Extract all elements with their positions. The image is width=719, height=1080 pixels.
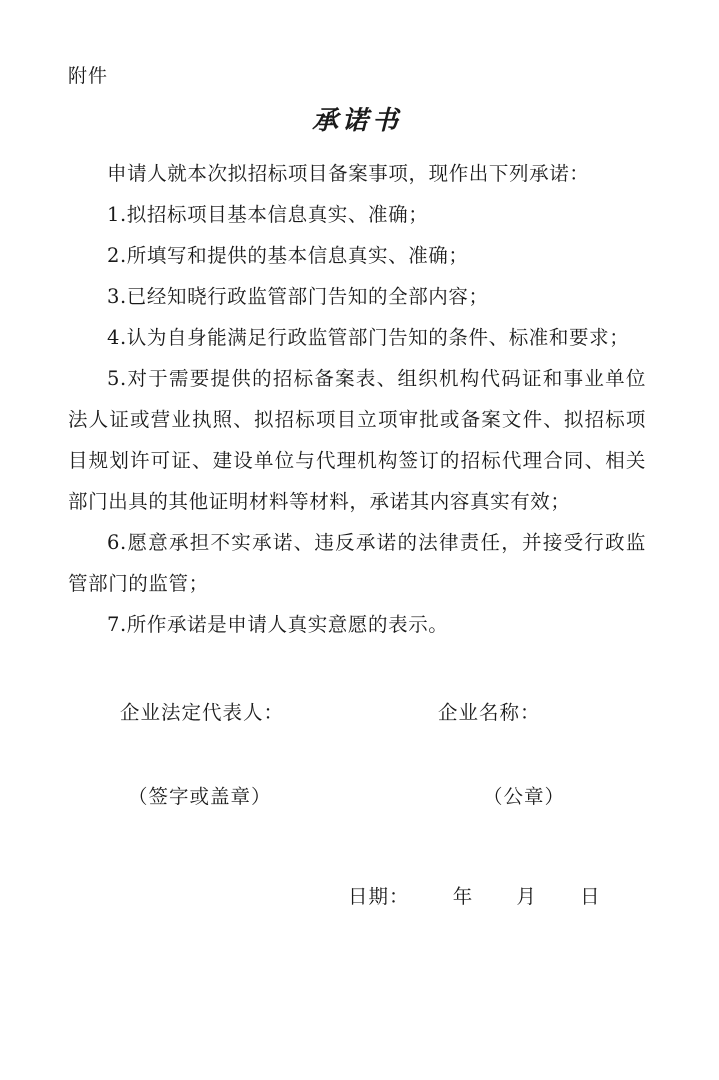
date-row (68, 881, 646, 921)
signature-row (68, 697, 646, 737)
attachment-label: 附件 (68, 65, 109, 87)
page-title: 承诺书 (311, 106, 402, 136)
date-line: 日期： 年 月 日 (348, 885, 601, 908)
signature-note: （签字或盖章） (128, 785, 272, 808)
commitment-item-3: 3.已经知晓行政监管部门告知的全部内容； (107, 285, 489, 308)
commitment-item-1: 1.拟招标项目基本信息真实、准确； (107, 203, 429, 226)
commitment-item-7: 7.所作承诺是申请人真实意愿的表示。 (107, 613, 449, 636)
commitment-item-5: 5.对于需要提供的招标备案表、组织机构代码证和事业单位法人证或营业执照、拟招标项目立项审批或备案文件、拟招标项目规划许可证、建设单位与代理机构签订的招标代理合同、相关部门出具的其他证明材料等材料，承诺其内容真实有效； (68, 367, 646, 513)
seal-row (68, 781, 646, 821)
company-name-label: 企业名称： (438, 701, 541, 724)
intro-paragraph: 申请人就本次拟招标项目备案事项，现作出下列承诺： (107, 162, 590, 185)
commitment-item-2: 2.所填写和提供的基本信息真实、准确； (107, 244, 469, 267)
official-seal-note: （公章） (483, 785, 566, 808)
commitment-item-6: 6.愿意承担不实承诺、违反承诺的法律责任，并接受行政监管部门的监管； (68, 531, 646, 595)
document-body (68, 62, 646, 921)
legal-representative-label: 企业法定代表人： (120, 701, 285, 724)
commitment-item-4: 4.认为自身能满足行政监管部门告知的条件、标准和要求； (107, 326, 630, 349)
